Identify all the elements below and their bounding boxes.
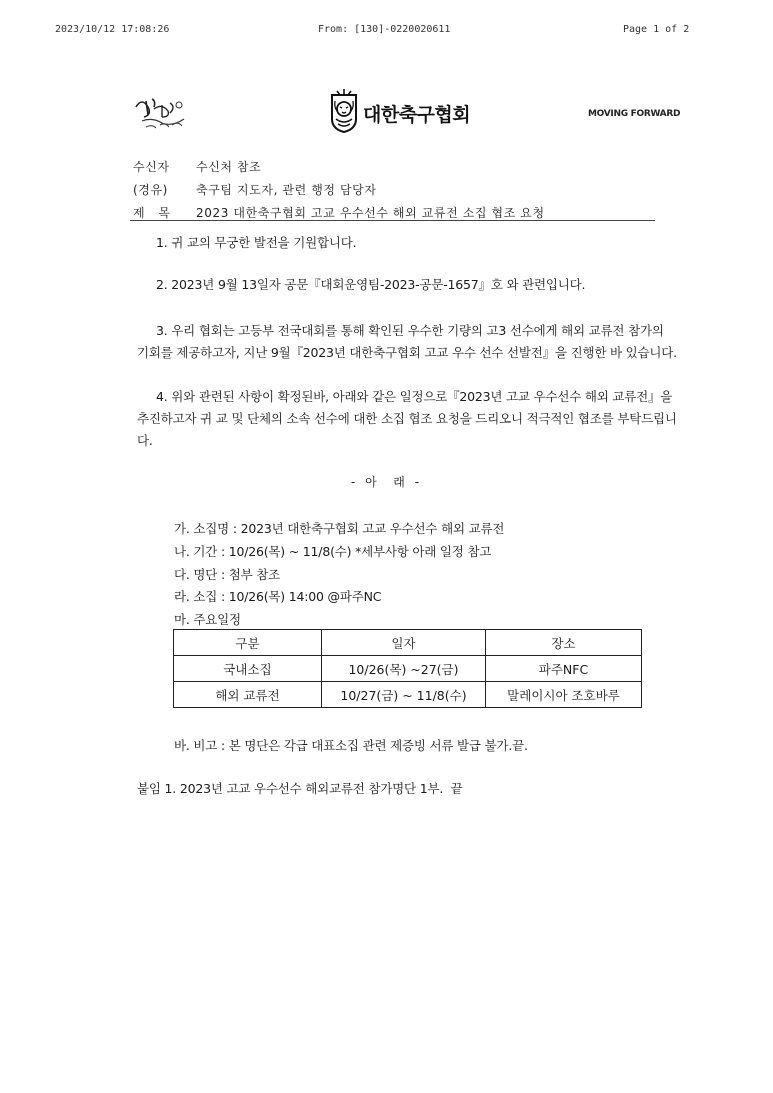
paragraph-2: 2. 2023년 9월 13일자 공문『대회운영팀-2023-공문-1657』호 와 관련입니다. xyxy=(156,277,586,292)
header-divider xyxy=(130,220,655,221)
recipient-key: 수신자 xyxy=(133,160,170,174)
subject-value: 2023 대한축구협회 고교 우수선수 해외 교류전 소집 협조 요청 xyxy=(196,206,545,220)
via-line xyxy=(133,181,377,198)
table-row xyxy=(174,682,642,708)
below-marker: - 아 래 - xyxy=(350,475,423,489)
fax-from: From: [130]-0220020611 xyxy=(318,24,451,35)
handwritten-slogan-logo-icon xyxy=(132,95,190,135)
org-motto: MOVING FORWARD xyxy=(588,109,681,119)
item-ga: 가. 소집명 : 2023년 대한축구협회 고교 우수선수 해외 교류전 xyxy=(174,521,505,536)
paragraph-4: 4. 위와 관련된 사항이 확정된바, 아래와 같은 일정으로『2023년 고교 우수선수 해외 교류전』을 추진하고자 귀 교 및 단체의 소속 선수에 대한 소집 협조 요청을 드리오니 적극적인 협조를 부탁드립니다. xyxy=(137,389,677,448)
fax-header xyxy=(55,24,705,40)
row-location: 파주NFC xyxy=(486,656,642,682)
fax-page-number: Page 1 of 2 xyxy=(623,24,690,35)
tiger-emblem-icon xyxy=(329,89,359,133)
item-ma: 마. 주요일정 xyxy=(174,612,241,627)
item-da: 다. 명단 : 첨부 참조 xyxy=(174,567,281,582)
item-na: 나. 기간 : 10/26(목) ~ 11/8(수) *세부사항 아래 일정 참고 xyxy=(174,544,492,559)
row-date: 10/26(목) ~27(금) xyxy=(322,656,486,682)
row-category: 해외 교류전 xyxy=(174,682,322,708)
header-location: 장소 xyxy=(486,630,642,656)
subject-line xyxy=(133,204,545,221)
item-ra: 라. 소집 : 10/26(목) 14:00 @파주NC xyxy=(174,589,382,604)
header-category: 구분 xyxy=(174,630,322,656)
attachment-note: 붙임 1. 2023년 고교 우수선수 해외교류전 참가명단 1부. 끝 xyxy=(137,781,463,796)
row-location: 말레이시아 조호바루 xyxy=(486,682,642,708)
row-category: 국내소집 xyxy=(174,656,322,682)
paragraph-3: 3. 우리 협회는 고등부 전국대회를 통해 확인된 우수한 기량의 고3 선수에게 해외 교류전 참가의 기회를 제공하고자, 지난 9월『2023년 대한축구협회 고교 우수 선수 선발전』을 진행한 바 있습니다. xyxy=(137,323,677,360)
subject-key: 제 목 xyxy=(133,206,171,220)
recipient-line xyxy=(133,158,261,175)
via-key: (경유) xyxy=(133,183,168,197)
paragraph-1: 1. 귀 교의 무궁한 발전을 기원합니다. xyxy=(156,235,357,250)
item-ba: 바. 비고 : 본 명단은 각급 대표소집 관련 제증빙 서류 발급 불가.끝. xyxy=(174,738,528,753)
table-row xyxy=(174,656,642,682)
recipient-value: 수신처 참조 xyxy=(196,160,262,174)
table-header-row xyxy=(174,630,642,656)
row-date: 10/27(금) ~ 11/8(수) xyxy=(322,682,486,708)
org-name: 대한축구협회 xyxy=(363,104,471,126)
via-value: 축구팀 지도자, 관련 행정 담당자 xyxy=(196,183,377,197)
schedule-table xyxy=(173,629,642,708)
fax-datetime: 2023/10/12 17:08:26 xyxy=(55,24,170,35)
header-date: 일자 xyxy=(322,630,486,656)
